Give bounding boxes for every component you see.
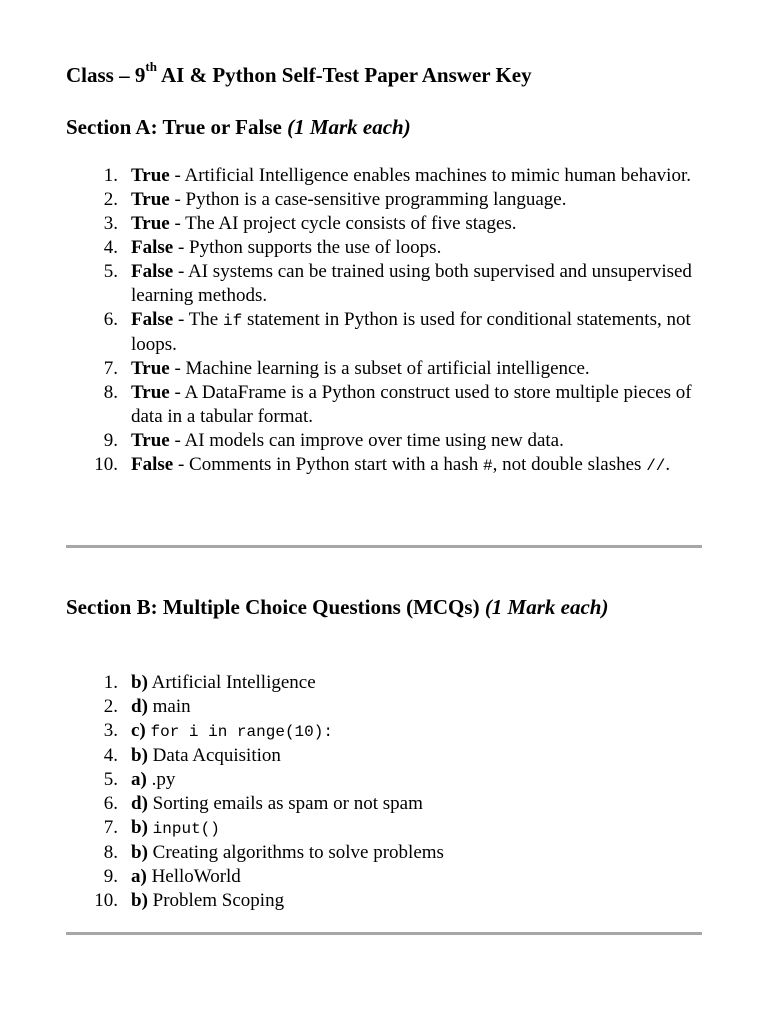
answer-option: b) bbox=[131, 745, 148, 766]
section-divider bbox=[66, 932, 702, 935]
section-a-heading bbox=[66, 113, 411, 141]
answer-text: Creating algorithms to solve problems bbox=[147, 842, 444, 863]
answer-text: Artificial Intelligence bbox=[147, 672, 316, 693]
answer-text: Sorting emails as spam or not spam bbox=[147, 793, 423, 814]
list-item bbox=[66, 260, 706, 308]
answer-text: - The bbox=[173, 309, 223, 330]
answer-option: a) bbox=[131, 866, 147, 887]
title-suffix: AI & Python Self-Test Paper Answer Key bbox=[156, 63, 532, 87]
answer-option: a) bbox=[131, 769, 147, 790]
item-number: 8. bbox=[103, 382, 118, 403]
answer-option: b) bbox=[131, 842, 148, 863]
answer-option: b) bbox=[131, 672, 148, 693]
title-superscript: th bbox=[145, 59, 157, 74]
inline-code: input() bbox=[152, 820, 220, 838]
title-prefix: Class – 9 bbox=[66, 63, 146, 87]
list-item bbox=[66, 164, 706, 188]
section-b-heading-text: Section B: Multiple Choice Questions (MCQs) bbox=[66, 595, 485, 619]
list-item bbox=[66, 453, 706, 478]
answer-text: - Python is a case-sensitive programming language. bbox=[169, 189, 567, 210]
section-a-answer-list bbox=[66, 164, 706, 478]
answer-text: . bbox=[665, 454, 671, 475]
list-item bbox=[66, 792, 706, 816]
list-item bbox=[66, 188, 706, 212]
item-number: 7. bbox=[103, 358, 118, 379]
list-item bbox=[66, 841, 706, 865]
item-number: 5. bbox=[103, 769, 118, 790]
item-number: 2. bbox=[103, 696, 118, 717]
answer-text: main bbox=[147, 696, 191, 717]
item-number: 4. bbox=[103, 745, 118, 766]
section-a-heading-text: Section A: True or False bbox=[66, 115, 288, 139]
item-number: 7. bbox=[103, 817, 118, 838]
answer-verdict: False bbox=[131, 261, 174, 282]
item-number: 3. bbox=[103, 720, 118, 741]
list-item bbox=[66, 768, 706, 792]
answer-option: c) bbox=[131, 720, 146, 741]
answer-option: b) bbox=[131, 890, 148, 911]
answer-text: - Comments in Python start with a hash bbox=[173, 454, 484, 475]
section-b-marks: (1 Mark each) bbox=[484, 595, 609, 619]
answer-verdict: True bbox=[131, 358, 170, 379]
list-item bbox=[66, 719, 706, 744]
list-item bbox=[66, 236, 706, 260]
answer-text: Problem Scoping bbox=[147, 890, 285, 911]
section-b-answer-list bbox=[66, 671, 706, 913]
item-number: 2. bbox=[103, 189, 118, 210]
answer-option: d) bbox=[131, 696, 148, 717]
item-number: 10. bbox=[94, 890, 118, 911]
list-item bbox=[66, 671, 706, 695]
page-title bbox=[66, 60, 532, 90]
answer-verdict: False bbox=[131, 237, 174, 258]
answer-text: - AI systems can be trained using both supervised and unsupervised learning methods. bbox=[131, 261, 692, 306]
item-number: 1. bbox=[103, 165, 118, 186]
item-number: 1. bbox=[103, 672, 118, 693]
item-number: 6. bbox=[103, 309, 118, 330]
inline-code: # bbox=[483, 457, 493, 475]
item-number: 10. bbox=[94, 454, 118, 475]
section-a-marks: (1 Mark each) bbox=[287, 115, 411, 139]
list-item bbox=[66, 429, 706, 453]
list-item bbox=[66, 381, 706, 429]
answer-text: statement in Python is used for conditional statements, not loops. bbox=[131, 309, 691, 355]
answer-text: - Machine learning is a subset of artificial intelligence. bbox=[169, 358, 590, 379]
section-divider bbox=[66, 545, 702, 548]
list-item bbox=[66, 816, 706, 841]
answer-text: - AI models can improve over time using new data. bbox=[169, 430, 564, 451]
answer-verdict: True bbox=[131, 189, 170, 210]
item-number: 5. bbox=[103, 261, 118, 282]
answer-text: - Python supports the use of loops. bbox=[173, 237, 442, 258]
list-item bbox=[66, 212, 706, 236]
list-item bbox=[66, 357, 706, 381]
inline-code: // bbox=[646, 457, 666, 475]
answer-text: HelloWorld bbox=[146, 866, 241, 887]
inline-code: for i in range(10): bbox=[150, 723, 333, 741]
answer-text: - The AI project cycle consists of five stages. bbox=[169, 213, 517, 234]
answer-option: b) bbox=[131, 817, 148, 838]
answer-text: , not double slashes bbox=[492, 454, 647, 475]
list-item bbox=[66, 889, 706, 913]
answer-verdict: True bbox=[131, 430, 170, 451]
list-item bbox=[66, 744, 706, 768]
answer-verdict: True bbox=[131, 382, 170, 403]
item-number: 3. bbox=[103, 213, 118, 234]
item-number: 6. bbox=[103, 793, 118, 814]
answer-text: - Artificial Intelligence enables machines to mimic human behavior. bbox=[169, 165, 691, 186]
inline-code: if bbox=[223, 312, 243, 330]
item-number: 4. bbox=[103, 237, 118, 258]
item-number: 8. bbox=[103, 842, 118, 863]
section-b-heading bbox=[66, 593, 666, 621]
answer-verdict: True bbox=[131, 165, 170, 186]
answer-verdict: True bbox=[131, 213, 170, 234]
list-item bbox=[66, 695, 706, 719]
item-number: 9. bbox=[103, 866, 118, 887]
answer-text: .py bbox=[146, 769, 176, 790]
answer-verdict: False bbox=[131, 454, 174, 475]
answer-text: - A DataFrame is a Python construct used to store multiple pieces of data in a tabular format. bbox=[131, 382, 692, 427]
answer-verdict: False bbox=[131, 309, 174, 330]
answer-text: Data Acquisition bbox=[147, 745, 281, 766]
answer-option: d) bbox=[131, 793, 148, 814]
list-item bbox=[66, 865, 706, 889]
list-item bbox=[66, 308, 706, 357]
item-number: 9. bbox=[103, 430, 118, 451]
